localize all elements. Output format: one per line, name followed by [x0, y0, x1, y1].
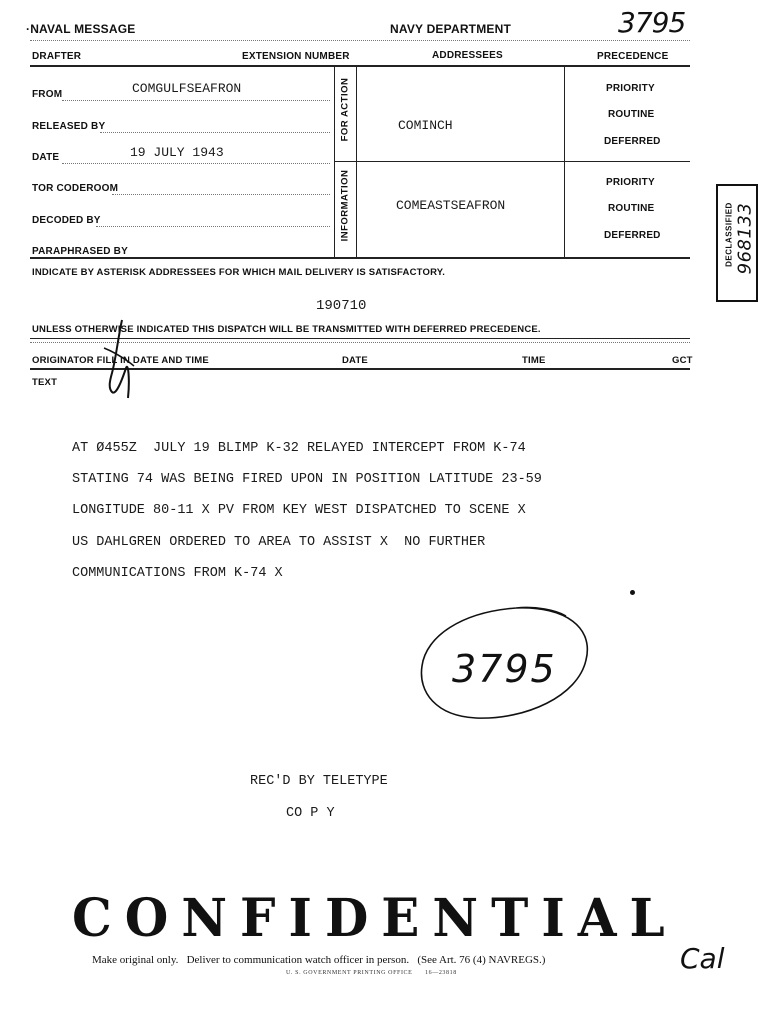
tor-coderoom-label: TOR CODEROOM: [32, 183, 119, 194]
action-deferred-option: DEFERRED: [604, 136, 661, 147]
confidential-heading: CONFIDENTIAL: [72, 886, 678, 949]
for-action-label: FOR ACTION: [339, 77, 351, 142]
text-label: TEXT: [32, 377, 58, 388]
paraphrased-by-label: PARAPHRASED BY: [32, 246, 128, 257]
addressees-label: ADDRESSEES: [432, 50, 503, 61]
drafter-label: DRAFTER: [32, 51, 82, 62]
copy-label: CO P Y: [286, 806, 335, 821]
printing-office-line: U. S. GOVERNMENT PRINTING OFFICE 16—23818: [286, 970, 457, 976]
decoded-by-label: DECODED BY: [32, 215, 101, 226]
pen-mark-icon: [100, 318, 150, 402]
department-label: NAVY DEPARTMENT: [390, 22, 512, 36]
message-line: US DAHLGREN ORDERED TO AREA TO ASSIST X NO FURTHER: [72, 535, 486, 550]
for-action-addressee: COMINCH: [398, 118, 453, 133]
information-addressee: COMEASTSEAFRON: [396, 198, 506, 213]
form-title: ·NAVAL MESSAGE: [26, 22, 136, 36]
gct-label: GCT: [672, 355, 693, 366]
from-value: COMGULFSEAFRON: [132, 81, 242, 96]
date-value: 19 JULY 1943: [130, 145, 224, 160]
message-line: LONGITUDE 80-11 X PV FROM KEY WEST DISPATCHED TO SCENE X: [72, 503, 526, 518]
precedence-label: PRECEDENCE: [597, 51, 669, 62]
released-by-label: RELEASED BY: [32, 121, 106, 132]
information-label: INFORMATION: [339, 169, 351, 242]
info-deferred-option: DEFERRED: [604, 230, 661, 241]
from-label: FROM: [32, 89, 63, 100]
declassified-label: DECLASSIFIED: [724, 202, 734, 267]
circled-number: 3795: [452, 647, 557, 691]
action-priority-option: PRIORITY: [606, 83, 655, 94]
handwritten-initials: Cal: [680, 942, 725, 975]
originator-date-label: DATE: [342, 355, 368, 366]
info-routine-option: ROUTINE: [608, 203, 655, 214]
deferred-precedence-note: UNLESS OTHERWISE INDICATED THIS DISPATCH WILL BE TRANSMITTED WITH DEFERRED PRECEDENCE.: [32, 324, 541, 335]
handwritten-number: 3795: [618, 6, 686, 39]
received-by-teletype: REC'D BY TELETYPE: [250, 774, 388, 789]
date-label: DATE: [32, 152, 60, 163]
asterisk-note: INDICATE BY ASTERISK ADDRESSEES FOR WHICH MAIL DELIVERY IS SATISFACTORY.: [32, 267, 446, 278]
originator-time-label: TIME: [522, 355, 546, 366]
info-priority-option: PRIORITY: [606, 177, 655, 188]
message-line: AT Ø455Z JULY 19 BLIMP K-32 RELAYED INTERCEPT FROM K-74: [72, 441, 526, 456]
ink-dot: [630, 590, 635, 595]
message-line: COMMUNICATIONS FROM K-74 X: [72, 566, 283, 581]
message-line: STATING 74 WAS BEING FIRED UPON IN POSITION LATITUDE 23-59: [72, 472, 542, 487]
date-time-group: 190710: [316, 298, 367, 314]
handling-instructions: Make original only. Deliver to communication watch officer in person. (See Art. 76 (4) NAVREGS.): [92, 954, 546, 966]
originator-label: ORIGINATOR FILL IN DATE AND TIME: [32, 355, 209, 366]
extension-number-label: EXTENSION NUMBER: [242, 51, 350, 62]
declassified-stamp: [716, 184, 758, 302]
action-routine-option: ROUTINE: [608, 109, 655, 120]
declassified-code: 968133: [734, 202, 756, 275]
